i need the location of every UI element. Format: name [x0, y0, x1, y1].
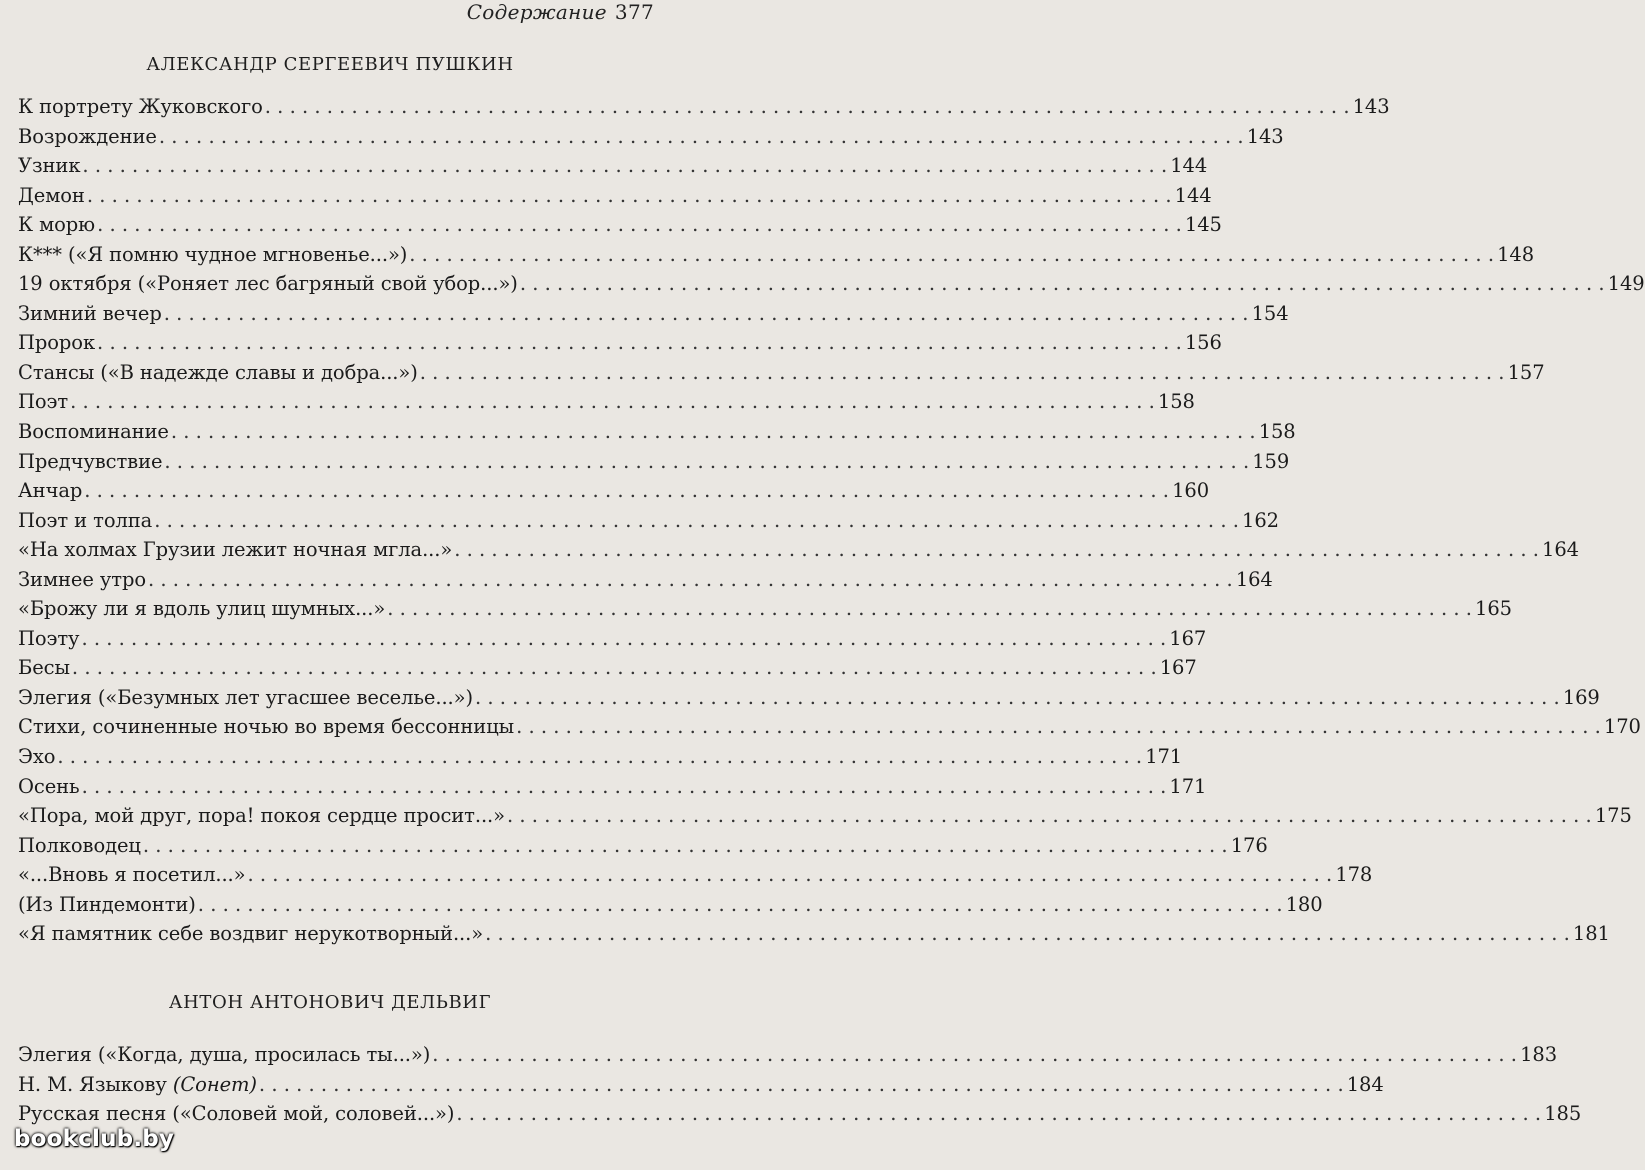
entry-title: [18, 358, 418, 388]
toc-list: [18, 1040, 1582, 1129]
entry-title-text: «...Вновь я посетил...»: [18, 863, 246, 887]
entry-title-text: Стихи, сочиненные ночью во время бессонницы: [18, 715, 515, 739]
toc-entry: [18, 1099, 1582, 1129]
dot-leader: [520, 269, 1605, 299]
entry-title: [18, 328, 95, 358]
dot-leader: [97, 210, 1182, 240]
entry-page-number: 143: [1352, 95, 1390, 118]
dot-leader: [70, 387, 1155, 417]
toc-entry: [18, 210, 1222, 240]
entry-title-text: К*** («Я помню чудное мгновенье...»): [18, 242, 408, 266]
entry-title-text: Элегия («Когда, душа, просилась ты...»): [18, 1043, 431, 1066]
entry-page-number: 169: [1562, 685, 1600, 709]
entry-title: [18, 417, 169, 447]
toc-entry: [18, 328, 1222, 358]
entry-page-number: 165: [1475, 597, 1512, 621]
entry-title: [18, 476, 82, 506]
author-heading: АНТОН АНТОНОВИЧ ДЕЛЬВИГ: [168, 992, 492, 1013]
dot-leader: [259, 1070, 1344, 1100]
entry-title: [18, 535, 452, 565]
entry-page-number: 170: [1603, 715, 1641, 739]
entry-title-text: Осень: [18, 774, 80, 798]
dot-leader: [485, 919, 1570, 949]
toc-entry: [18, 181, 1212, 211]
entry-title-text: Поэт и толпа: [18, 508, 153, 532]
entry-title: [18, 742, 55, 772]
entry-title-text: Демон: [18, 183, 85, 207]
entry-subtitle: (Сонет): [172, 1072, 257, 1096]
entry-title-text: Поэт: [18, 390, 69, 414]
toc-entry: [18, 240, 1535, 270]
entry-title: [18, 683, 473, 713]
watermark: bookclub.by: [14, 1126, 175, 1152]
dot-leader: [387, 594, 1472, 624]
dot-leader: [164, 447, 1249, 477]
entry-title: [18, 1099, 454, 1129]
entry-page-number: 181: [1572, 922, 1610, 946]
entry-title-text: Эхо: [18, 745, 56, 769]
entry-page-number: 180: [1285, 892, 1323, 916]
toc-entry: [18, 653, 1197, 683]
dot-leader: [82, 151, 1167, 181]
entry-title-text: «Брожу ли я вдоль улиц шумных...»: [18, 597, 386, 621]
entry-page-number: 158: [1157, 390, 1195, 414]
entry-title: [18, 653, 70, 683]
entry-title-text: Зимний вечер: [18, 301, 162, 325]
entry-title-text: Стансы («В надежде славы и добра...»): [18, 360, 418, 384]
toc-entry: [18, 417, 1296, 447]
entry-page-number: 158: [1258, 420, 1296, 444]
entry-page-number: 164: [1235, 567, 1273, 591]
dot-leader: [84, 476, 1169, 506]
entry-title: [18, 712, 514, 742]
dot-leader: [507, 801, 1592, 831]
toc-entry: [18, 624, 1207, 654]
entry-title: [18, 919, 483, 949]
toc-entry: [18, 358, 1545, 388]
entry-title-text: Полководец: [18, 833, 141, 857]
entry-title: [18, 122, 157, 152]
toc-entry: [18, 860, 1373, 890]
entry-title: [18, 1070, 257, 1100]
entry-title-text: «Пора, мой друг, пора! покоя сердце просит...»: [18, 804, 505, 828]
entry-title-text: Анчар: [18, 479, 83, 503]
dot-leader: [87, 181, 1172, 211]
entry-page-number: 184: [1346, 1072, 1384, 1096]
toc-entry: [18, 1070, 1384, 1100]
entry-page-number: 162: [1242, 508, 1279, 532]
entry-title: [18, 387, 68, 417]
entry-page-number: 154: [1251, 301, 1289, 325]
toc-entry: [18, 299, 1289, 329]
toc-entry: [18, 683, 1600, 713]
dot-leader: [159, 122, 1244, 152]
entry-title: [18, 831, 141, 861]
entry-title: [18, 269, 518, 299]
entry-title: [18, 860, 245, 890]
toc-entry: [18, 890, 1323, 920]
toc-entry: [18, 151, 1208, 181]
toc-entry: [18, 387, 1195, 417]
entry-page-number: 183: [1520, 1043, 1557, 1066]
entry-page-number: 178: [1335, 863, 1373, 887]
entry-title: [18, 151, 80, 181]
toc-section-delvig: [18, 990, 1582, 1129]
dot-leader: [82, 772, 1167, 802]
dot-leader: [171, 417, 1256, 447]
dot-leader: [432, 1040, 1517, 1070]
entry-title-text: 19 октября («Роняет лес багряный свой убор...»): [18, 272, 518, 296]
dot-leader: [247, 860, 1332, 890]
entry-title-text: К портрету Жуковского: [18, 95, 263, 118]
entry-page-number: 160: [1172, 479, 1210, 503]
entry-title: [18, 299, 162, 329]
entry-page-number: 157: [1507, 360, 1545, 384]
dot-leader: [516, 712, 1601, 742]
entry-title-text: Воспоминание: [18, 420, 169, 444]
toc-entry: [18, 919, 1610, 949]
dot-leader: [97, 328, 1182, 358]
dot-leader: [454, 535, 1539, 565]
toc-entry: [18, 565, 1273, 595]
entry-page-number: 145: [1184, 213, 1222, 237]
toc-entry: [18, 801, 1632, 831]
entry-page-number: 156: [1184, 331, 1222, 355]
entry-page-number: 144: [1170, 154, 1208, 178]
toc-entry: [18, 92, 1390, 122]
toc-entry: [18, 476, 1210, 506]
entry-title: [18, 801, 505, 831]
toc-entry: [18, 447, 1290, 477]
toc-list: [18, 92, 1645, 949]
toc-section-pushkin: [18, 52, 1645, 949]
entry-page-number: 185: [1544, 1102, 1582, 1126]
entry-title-text: (Из Пиндемонти): [18, 892, 196, 916]
entry-title: [18, 181, 85, 211]
entry-title-text: Н. М. Языкову: [18, 1072, 167, 1096]
entry-page-number: 164: [1542, 538, 1579, 562]
author-heading: АЛЕКСАНДР СЕРГЕЕВИЧ ПУШКИН: [146, 54, 514, 75]
entry-title-text: Поэту: [18, 626, 80, 650]
toc-entry: [18, 1040, 1557, 1070]
entry-title: [18, 210, 95, 240]
entry-page-number: 159: [1252, 449, 1290, 473]
entry-title-text: Русская песня («Соловей мой, соловей...»): [18, 1102, 455, 1126]
dot-leader: [409, 240, 1494, 270]
entry-title-text: Бесы: [18, 656, 70, 680]
dot-leader: [198, 890, 1283, 920]
entry-title-text: Узник: [18, 154, 81, 178]
entry-page-number: 171: [1145, 745, 1183, 769]
entry-title: [18, 624, 79, 654]
entry-title-text: «Я памятник себе воздвиг нерукотворный...»: [18, 922, 484, 946]
entry-title: [18, 594, 385, 624]
entry-title: [18, 506, 152, 536]
dot-leader: [81, 624, 1166, 654]
dot-leader: [265, 92, 1350, 122]
running-head: [467, 0, 654, 24]
toc-entry: [18, 831, 1268, 861]
entry-title: [18, 1040, 430, 1070]
dot-leader: [420, 358, 1505, 388]
dot-leader: [475, 683, 1560, 713]
entry-title: [18, 92, 263, 122]
dot-leader: [154, 506, 1239, 536]
entry-title: [18, 772, 80, 802]
entry-title-text: Возрождение: [18, 124, 157, 148]
page-number: 377: [614, 0, 654, 24]
toc-entry: [18, 712, 1641, 742]
toc-entry: [18, 772, 1207, 802]
entry-page-number: 171: [1169, 774, 1207, 798]
entry-title-text: Предчувствие: [18, 449, 163, 473]
dot-leader: [57, 742, 1142, 772]
entry-title-text: Зимнее утро: [18, 567, 146, 591]
toc-entry: [18, 594, 1512, 624]
dot-leader: [456, 1099, 1541, 1129]
toc-entry: [18, 742, 1183, 772]
entry-title-text: Элегия («Безумных лет угасшее веселье...»): [18, 685, 473, 709]
entry-page-number: 149: [1607, 272, 1645, 296]
entry-title: [18, 240, 407, 270]
entry-page-number: 143: [1246, 124, 1284, 148]
entry-title-text: «На холмах Грузии лежит ночная мгла...»: [18, 538, 453, 562]
entry-title: [18, 447, 162, 477]
entry-page-number: 175: [1594, 804, 1632, 828]
entry-page-number: 176: [1230, 833, 1268, 857]
running-head-title: Содержание: [466, 0, 607, 24]
toc-entry: [18, 506, 1279, 536]
entry-title-text: К морю: [18, 213, 96, 237]
toc-entry: [18, 535, 1579, 565]
entry-page-number: 167: [1159, 656, 1197, 680]
entry-title: [18, 565, 146, 595]
dot-leader: [148, 565, 1233, 595]
toc-entry: [18, 122, 1284, 152]
entry-page-number: 144: [1174, 183, 1212, 207]
entry-title-text: Пророк: [18, 331, 96, 355]
toc-entry: [18, 269, 1645, 299]
dot-leader: [164, 299, 1249, 329]
entry-title: [18, 890, 196, 920]
entry-page-number: 148: [1497, 242, 1535, 266]
dot-leader: [143, 831, 1228, 861]
entry-page-number: 167: [1169, 626, 1207, 650]
dot-leader: [72, 653, 1157, 683]
